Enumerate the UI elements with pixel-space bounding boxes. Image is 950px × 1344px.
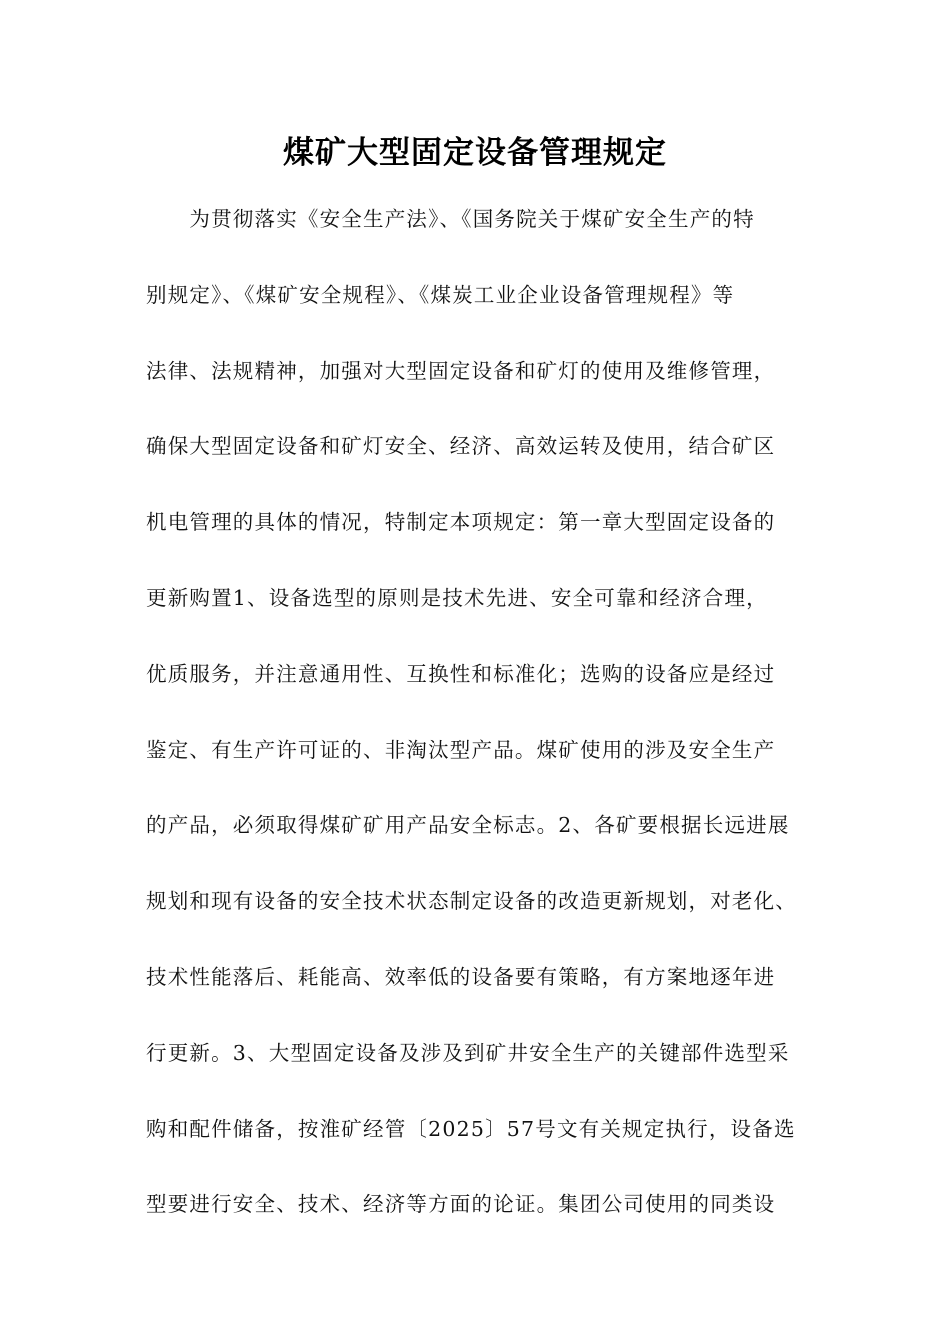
document-body (146, 196, 826, 1257)
body-line-12: 行更新。3、大型固定设备及涉及到矿井安全生产的关键部件选型采 (146, 1040, 790, 1065)
body-line-6: 更新购置1、设备选型的原则是技术先进、安全可靠和经济合理， (146, 585, 768, 610)
body-line-8: 鉴定、有生产许可证的、非淘汰型产品。煤矿使用的涉及安全生产 (146, 737, 776, 762)
body-line-3: 法律、法规精神，加强对大型固定设备和矿灯的使用及维修管理， (146, 358, 776, 383)
body-line-4: 确保大型固定设备和矿灯安全、经济、高效运转及使用，结合矿区 (146, 434, 776, 459)
body-line-2: 别规定》、《煤矿安全规程》、《煤炭工业企业设备管理规程》等 (146, 282, 735, 307)
document-title: 煤矿大型固定设备管理规定 (283, 135, 667, 171)
body-line-11: 技术性能落后、耗能高、效率低的设备要有策略，有方案地逐年进 (146, 964, 776, 989)
body-line-14: 型要进行安全、技术、经济等方面的论证。集团公司使用的同类设 (146, 1192, 776, 1217)
body-line-13: 购和配件储备，按淮矿经管〔2025〕57号文有关规定执行，设备选 (146, 1116, 796, 1141)
body-line-9: 的产品，必须取得煤矿矿用产品安全标志。2、各矿要根据长远进展 (146, 813, 790, 838)
body-line-10: 规划和现有设备的安全技术状态制定设备的改造更新规划，对老化、 (146, 889, 797, 914)
body-line-7: 优质服务，并注意通用性、互换性和标准化；选购的设备应是经过 (146, 661, 776, 686)
body-line-1: 为贯彻落实《安全生产法》、《国务院关于煤矿安全生产的特 (146, 207, 755, 231)
body-line-5: 机电管理的具体的情况，特制定本项规定：第一章大型固定设备的 (146, 510, 776, 535)
